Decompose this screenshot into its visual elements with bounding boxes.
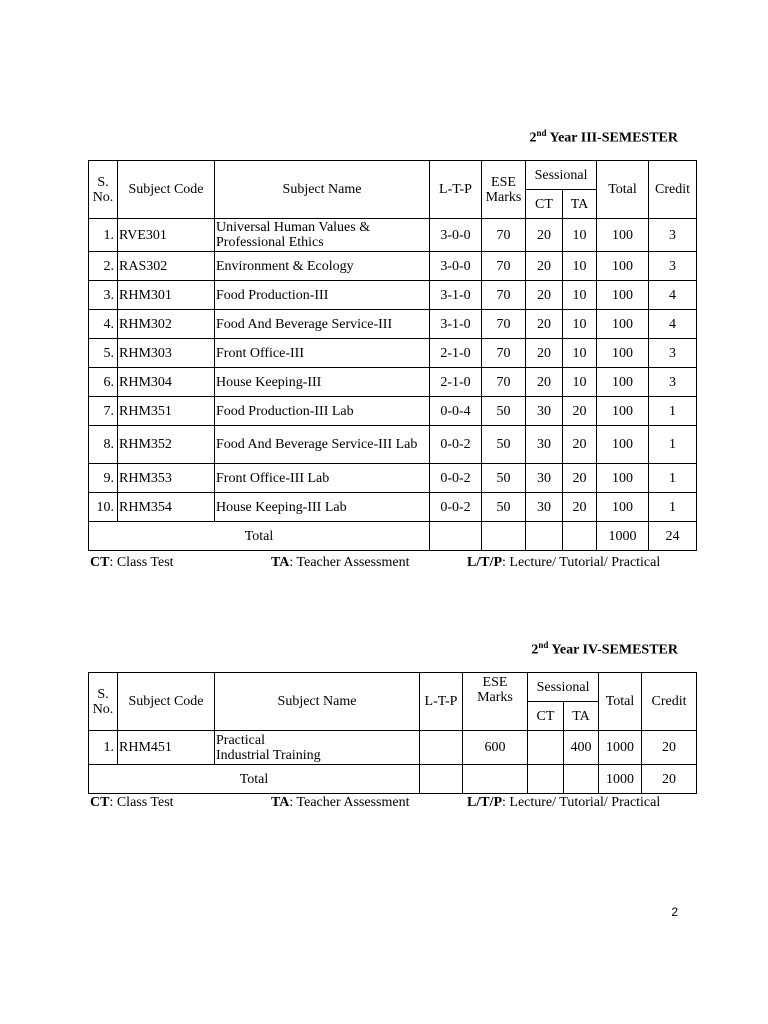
cell-ese: 70	[482, 368, 526, 397]
header-sno: S. No.	[89, 161, 118, 219]
legend-ta-key: TA	[271, 795, 290, 810]
table-row	[89, 310, 697, 339]
cell-credit: 3	[649, 219, 697, 252]
header-ltp: L-T-P	[420, 673, 463, 731]
cell-credit: 3	[649, 252, 697, 281]
cell-sno: 4.	[89, 310, 118, 339]
cell-credit: 1	[649, 493, 697, 522]
header-credit: Credit	[649, 161, 697, 219]
cell-ta: 20	[563, 426, 597, 464]
header-subject-code: Subject Code	[118, 161, 215, 219]
total-credit: 24	[649, 522, 697, 551]
legend-ltp-text: : Lecture/ Tutorial/ Practical	[502, 795, 661, 810]
cell-ct: 20	[526, 219, 563, 252]
legend-ta-key: TA	[271, 555, 290, 570]
header-subject-name: Subject Name	[215, 673, 420, 731]
cell-name-line1: Practical	[216, 732, 265, 748]
cell-total: 100	[597, 339, 649, 368]
cell-ltp: 3-0-0	[430, 252, 482, 281]
header-ese-marks: ESE Marks	[463, 673, 528, 731]
cell-code: RHM352	[118, 426, 215, 464]
cell-code: RHM301	[118, 281, 215, 310]
cell-ese: 600	[463, 731, 528, 765]
header-subject-name: Subject Name	[215, 161, 430, 219]
empty-cell	[526, 522, 563, 551]
legend-ta-text: : Teacher Assessment	[289, 555, 410, 570]
cell-ct: 20	[526, 368, 563, 397]
table-row	[89, 493, 697, 522]
cell-total: 100	[597, 493, 649, 522]
cell-code: RHM351	[118, 397, 215, 426]
cell-total: 100	[597, 397, 649, 426]
table-row	[89, 339, 697, 368]
cell-ta: 20	[563, 464, 597, 493]
cell-code: RHM302	[118, 310, 215, 339]
cell-credit: 3	[649, 339, 697, 368]
empty-cell	[420, 765, 463, 794]
cell-ct: 30	[526, 397, 563, 426]
cell-ese: 70	[482, 281, 526, 310]
cell-total: 100	[597, 281, 649, 310]
empty-cell	[463, 765, 528, 794]
cell-ct: 30	[526, 493, 563, 522]
cell-ese: 70	[482, 219, 526, 252]
semester-4-table	[88, 672, 697, 794]
cell-total: 100	[597, 368, 649, 397]
cell-name-line2: Industrial Training	[216, 747, 321, 763]
cell-name: Front Office-III	[215, 339, 430, 368]
cell-name: Environment & Ecology	[215, 252, 430, 281]
legend-ct-key: CT	[90, 555, 110, 570]
table-row	[89, 219, 697, 252]
empty-cell	[563, 522, 597, 551]
cell-ct: 20	[526, 310, 563, 339]
cell-sno: 8.	[89, 426, 118, 464]
cell-sno: 2.	[89, 252, 118, 281]
cell-code: RHM354	[118, 493, 215, 522]
cell-code: RHM451	[118, 731, 215, 765]
cell-ct: 30	[526, 464, 563, 493]
header-sessional: Sessional	[526, 161, 597, 190]
cell-ltp: 3-1-0	[430, 281, 482, 310]
cell-name: Universal Human Values & Professional Ethics	[215, 219, 430, 252]
header-total: Total	[599, 673, 642, 731]
cell-code: RHM303	[118, 339, 215, 368]
cell-ese: 70	[482, 339, 526, 368]
cell-total: 100	[597, 426, 649, 464]
table-row	[89, 368, 697, 397]
cell-ese: 70	[482, 252, 526, 281]
header-credit: Credit	[642, 673, 697, 731]
cell-total: 1000	[599, 731, 642, 765]
cell-total: 100	[597, 252, 649, 281]
cell-ta: 20	[563, 397, 597, 426]
cell-ct: 20	[526, 252, 563, 281]
header-ct: CT	[526, 190, 563, 219]
cell-ese: 50	[482, 493, 526, 522]
cell-sno: 5.	[89, 339, 118, 368]
semester-4-heading: 2nd Year IV-SEMESTER	[531, 640, 678, 658]
cell-ltp: 0-0-4	[430, 397, 482, 426]
cell-ta: 10	[563, 310, 597, 339]
cell-credit: 1	[649, 397, 697, 426]
semester-3-table	[88, 160, 697, 551]
cell-code: RVE301	[118, 219, 215, 252]
cell-sno: 7.	[89, 397, 118, 426]
table-row	[89, 464, 697, 493]
cell-ct: 20	[526, 339, 563, 368]
total-value: 1000	[597, 522, 649, 551]
cell-name: Front Office-III Lab	[215, 464, 430, 493]
legend-ta-text: : Teacher Assessment	[289, 795, 410, 810]
cell-ltp	[420, 731, 463, 765]
empty-cell	[528, 765, 564, 794]
cell-ese: 70	[482, 310, 526, 339]
cell-name: Food Production-III	[215, 281, 430, 310]
semester-3-heading: 2nd Year III-SEMESTER	[529, 128, 678, 146]
cell-ct: 20	[526, 281, 563, 310]
total-label: Total	[89, 522, 430, 551]
cell-ta: 20	[563, 493, 597, 522]
legend-ct-text: : Class Test	[109, 555, 174, 570]
page-number: 2	[671, 905, 678, 919]
cell-sno: 10.	[89, 493, 118, 522]
cell-name: Food And Beverage Service-III	[215, 310, 430, 339]
table-row	[89, 426, 697, 464]
header-ta: TA	[563, 190, 597, 219]
total-row	[89, 765, 697, 794]
cell-ta: 10	[563, 368, 597, 397]
cell-ta: 10	[563, 281, 597, 310]
cell-ltp: 0-0-2	[430, 426, 482, 464]
header-ese-marks: ESE Marks	[482, 161, 526, 219]
cell-ta: 10	[563, 339, 597, 368]
legend-ltp-text: : Lecture/ Tutorial/ Practical	[502, 555, 661, 570]
cell-credit: 4	[649, 281, 697, 310]
cell-ta: 10	[563, 252, 597, 281]
cell-ct	[528, 731, 564, 765]
cell-total: 100	[597, 219, 649, 252]
header-sno: S. No.	[89, 673, 118, 731]
header-subject-code: Subject Code	[118, 673, 215, 731]
cell-ta: 10	[563, 219, 597, 252]
cell-sno: 6.	[89, 368, 118, 397]
empty-cell	[564, 765, 599, 794]
header-ct: CT	[528, 702, 564, 731]
cell-sno: 1.	[89, 731, 118, 765]
cell-credit: 3	[649, 368, 697, 397]
total-value: 1000	[599, 765, 642, 794]
cell-name: Food Production-III Lab	[215, 397, 430, 426]
cell-ltp: 2-1-0	[430, 339, 482, 368]
cell-total: 100	[597, 310, 649, 339]
cell-total: 100	[597, 464, 649, 493]
cell-name: Food And Beverage Service-III Lab	[215, 426, 430, 464]
table-row	[89, 281, 697, 310]
cell-code: RHM353	[118, 464, 215, 493]
cell-code: RAS302	[118, 252, 215, 281]
cell-code: RHM304	[118, 368, 215, 397]
header-sessional: Sessional	[528, 673, 599, 702]
cell-ct: 30	[526, 426, 563, 464]
legend-ct-text: : Class Test	[109, 795, 174, 810]
empty-cell	[482, 522, 526, 551]
cell-credit: 4	[649, 310, 697, 339]
cell-name: House Keeping-III Lab	[215, 493, 430, 522]
legend-ltp-key: L/T/P	[467, 555, 503, 570]
cell-ta: 400	[564, 731, 599, 765]
cell-ese: 50	[482, 464, 526, 493]
cell-sno: 1.	[89, 219, 118, 252]
cell-ltp: 0-0-2	[430, 493, 482, 522]
cell-ltp: 3-1-0	[430, 310, 482, 339]
total-credit: 20	[642, 765, 697, 794]
header-ltp: L-T-P	[430, 161, 482, 219]
cell-name: House Keeping-III	[215, 368, 430, 397]
table-row	[89, 731, 697, 765]
cell-credit: 1	[649, 464, 697, 493]
empty-cell	[430, 522, 482, 551]
cell-sno: 3.	[89, 281, 118, 310]
total-label: Total	[89, 765, 420, 794]
cell-ltp: 3-0-0	[430, 219, 482, 252]
cell-name	[215, 731, 420, 765]
cell-ese: 50	[482, 426, 526, 464]
table-row	[89, 397, 697, 426]
header-total: Total	[597, 161, 649, 219]
cell-ltp: 0-0-2	[430, 464, 482, 493]
cell-ltp: 2-1-0	[430, 368, 482, 397]
cell-credit: 20	[642, 731, 697, 765]
legend-ltp-key: L/T/P	[467, 795, 503, 810]
total-row	[89, 522, 697, 551]
legend-ct-key: CT	[90, 795, 110, 810]
cell-ese: 50	[482, 397, 526, 426]
header-ta: TA	[564, 702, 599, 731]
table-row	[89, 252, 697, 281]
cell-sno: 9.	[89, 464, 118, 493]
cell-credit: 1	[649, 426, 697, 464]
